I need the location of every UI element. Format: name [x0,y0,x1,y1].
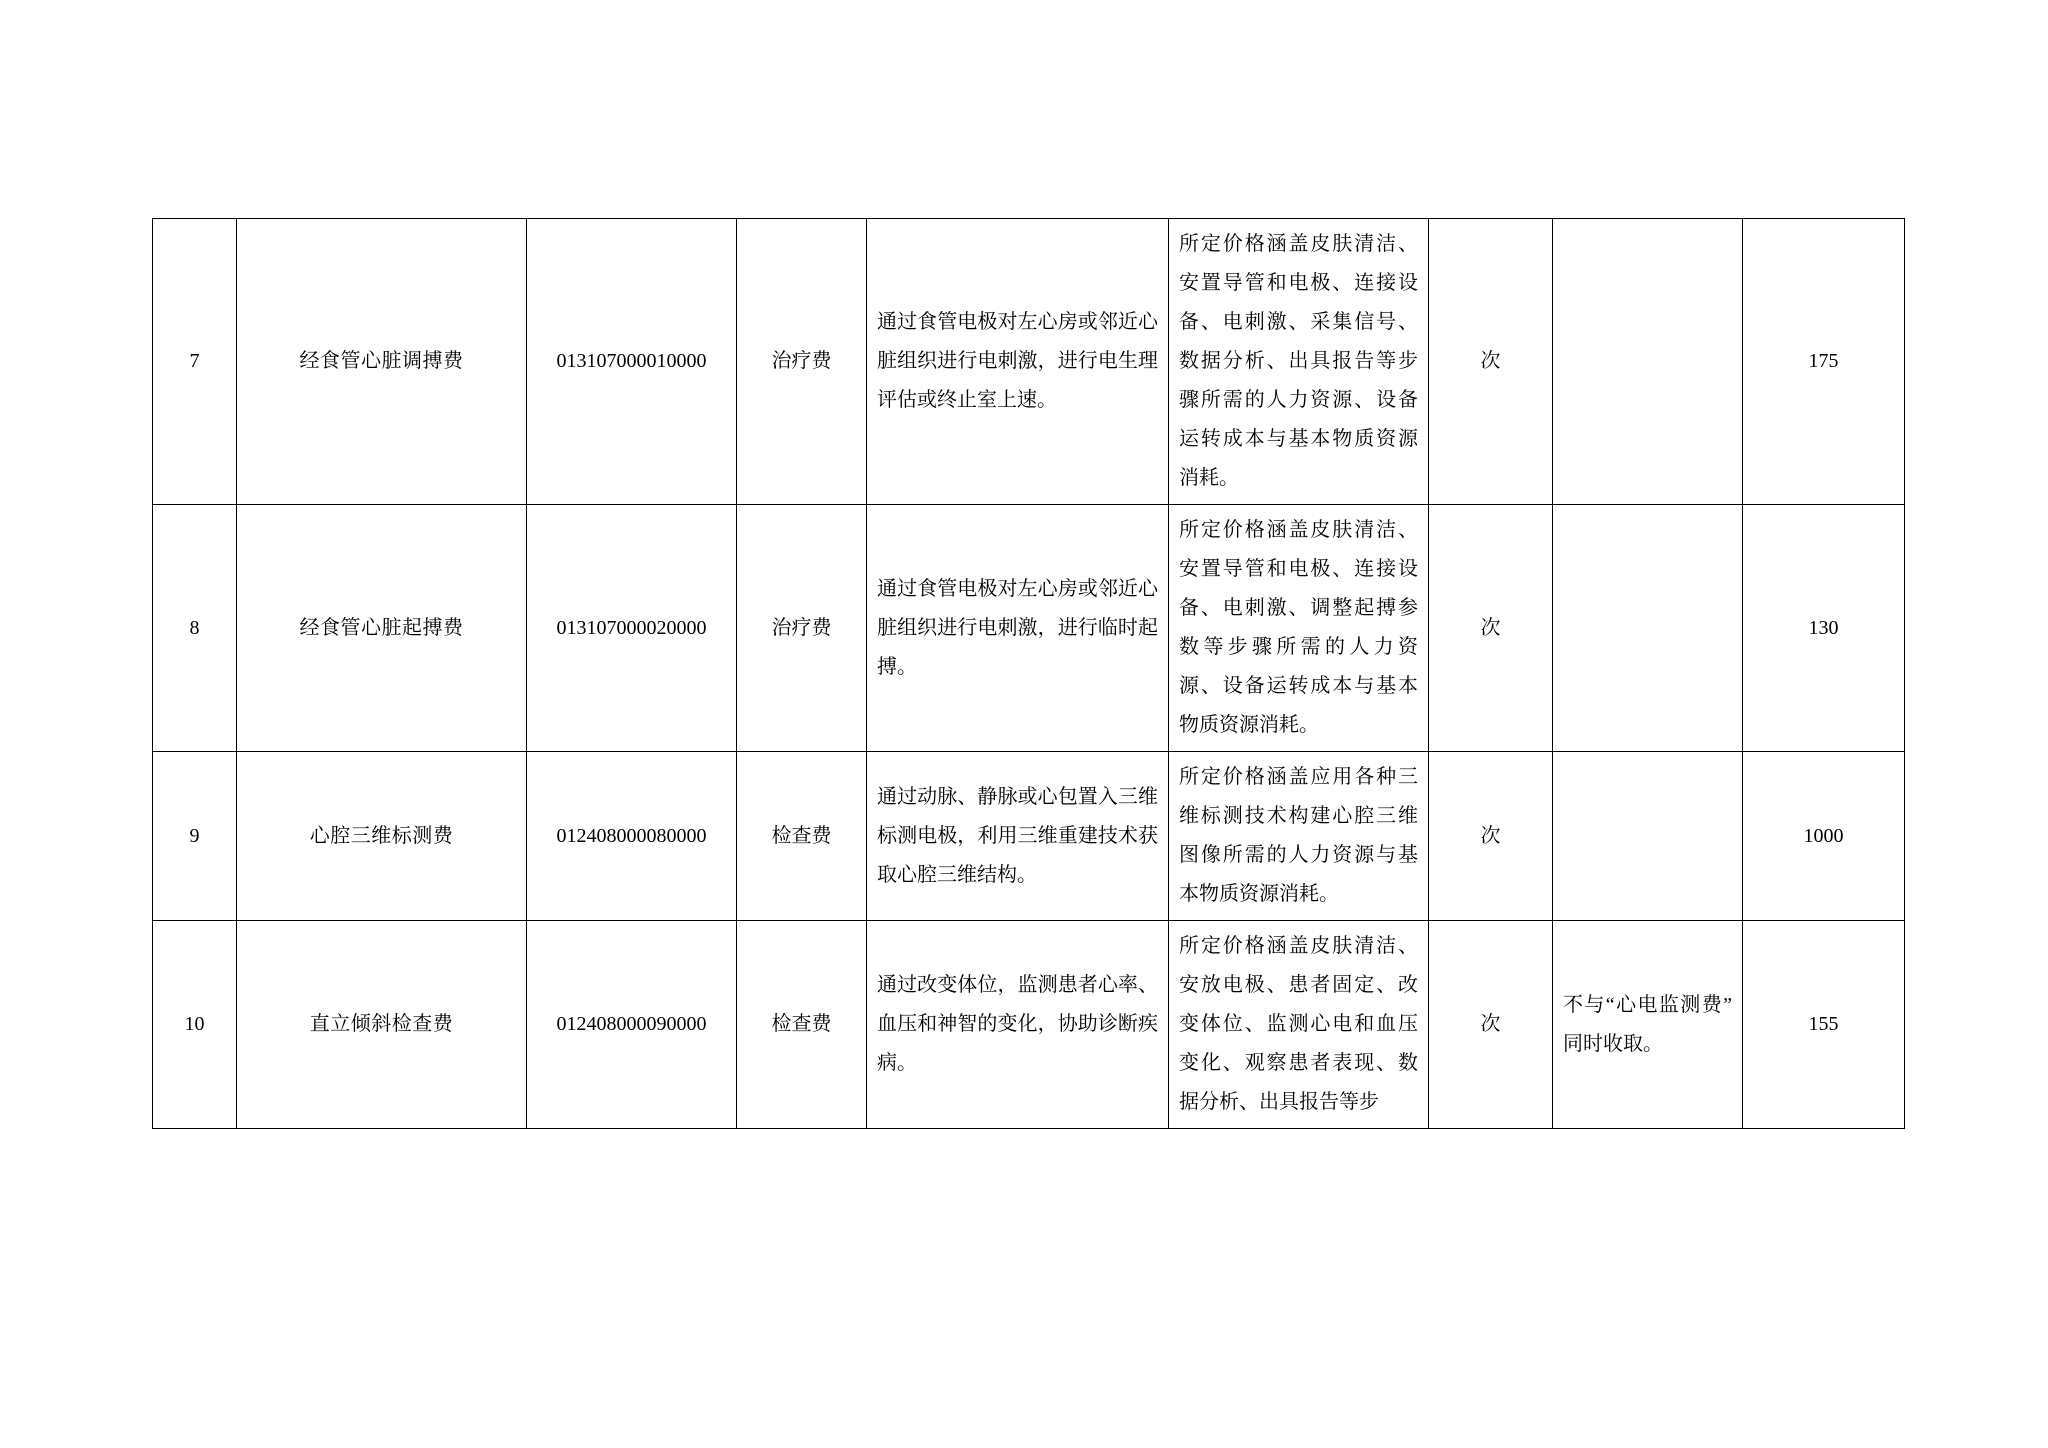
row-number: 7 [153,219,237,505]
item-name: 心腔三维标测费 [237,752,527,921]
exclusion-note [1553,752,1743,921]
item-name: 经食管心脏调搏费 [237,219,527,505]
item-code: 013107000020000 [527,505,737,752]
exclusion-note [1553,505,1743,752]
item-code: 013107000010000 [527,219,737,505]
item-name: 经食管心脏起搏费 [237,505,527,752]
item-price: 130 [1743,505,1905,752]
row-number: 10 [153,921,237,1129]
pricing-unit: 次 [1429,752,1553,921]
pricing-unit: 次 [1429,219,1553,505]
pricing-note: 所定价格涵盖皮肤清洁、安置导管和电极、连接设备、电刺激、采集信号、数据分析、出具报告等步骤所需的人力资源、设备运转成本与基本物质资源消耗。 [1169,219,1429,505]
table-row [153,219,1905,505]
item-description: 通过食管电极对左心房或邻近心脏组织进行电刺激，进行临时起搏。 [867,505,1169,752]
item-type: 检查费 [737,752,867,921]
exclusion-note [1553,219,1743,505]
pricing-unit: 次 [1429,505,1553,752]
table-row [153,921,1905,1129]
item-name: 直立倾斜检查费 [237,921,527,1129]
item-description: 通过食管电极对左心房或邻近心脏组织进行电刺激，进行电生理评估或终止室上速。 [867,219,1169,505]
table-row [153,505,1905,752]
pricing-note: 所定价格涵盖应用各种三维标测技术构建心腔三维图像所需的人力资源与基本物质资源消耗。 [1169,752,1429,921]
pricing-unit: 次 [1429,921,1553,1129]
pricing-note: 所定价格涵盖皮肤清洁、安放电极、患者固定、改变体位、监测心电和血压变化、观察患者表现、数据分析、出具报告等步 [1169,921,1429,1129]
item-description: 通过动脉、静脉或心包置入三维标测电极，利用三维重建技术获取心腔三维结构。 [867,752,1169,921]
item-code: 012408000090000 [527,921,737,1129]
row-number: 9 [153,752,237,921]
item-price: 1000 [1743,752,1905,921]
table-row [153,752,1905,921]
item-type: 治疗费 [737,219,867,505]
pricing-note: 所定价格涵盖皮肤清洁、安置导管和电极、连接设备、电刺激、调整起搏参数等步骤所需的人力资源、设备运转成本与基本物质资源消耗。 [1169,505,1429,752]
item-price: 175 [1743,219,1905,505]
item-price: 155 [1743,921,1905,1129]
item-type: 检查费 [737,921,867,1129]
row-number: 8 [153,505,237,752]
item-type: 治疗费 [737,505,867,752]
exclusion-note: 不与“心电监测费”同时收取。 [1553,921,1743,1129]
item-code: 012408000080000 [527,752,737,921]
item-description: 通过改变体位，监测患者心率、血压和神智的变化，协助诊断疾病。 [867,921,1169,1129]
price-table-wrapper [152,218,1904,1129]
price-table [152,218,1905,1129]
